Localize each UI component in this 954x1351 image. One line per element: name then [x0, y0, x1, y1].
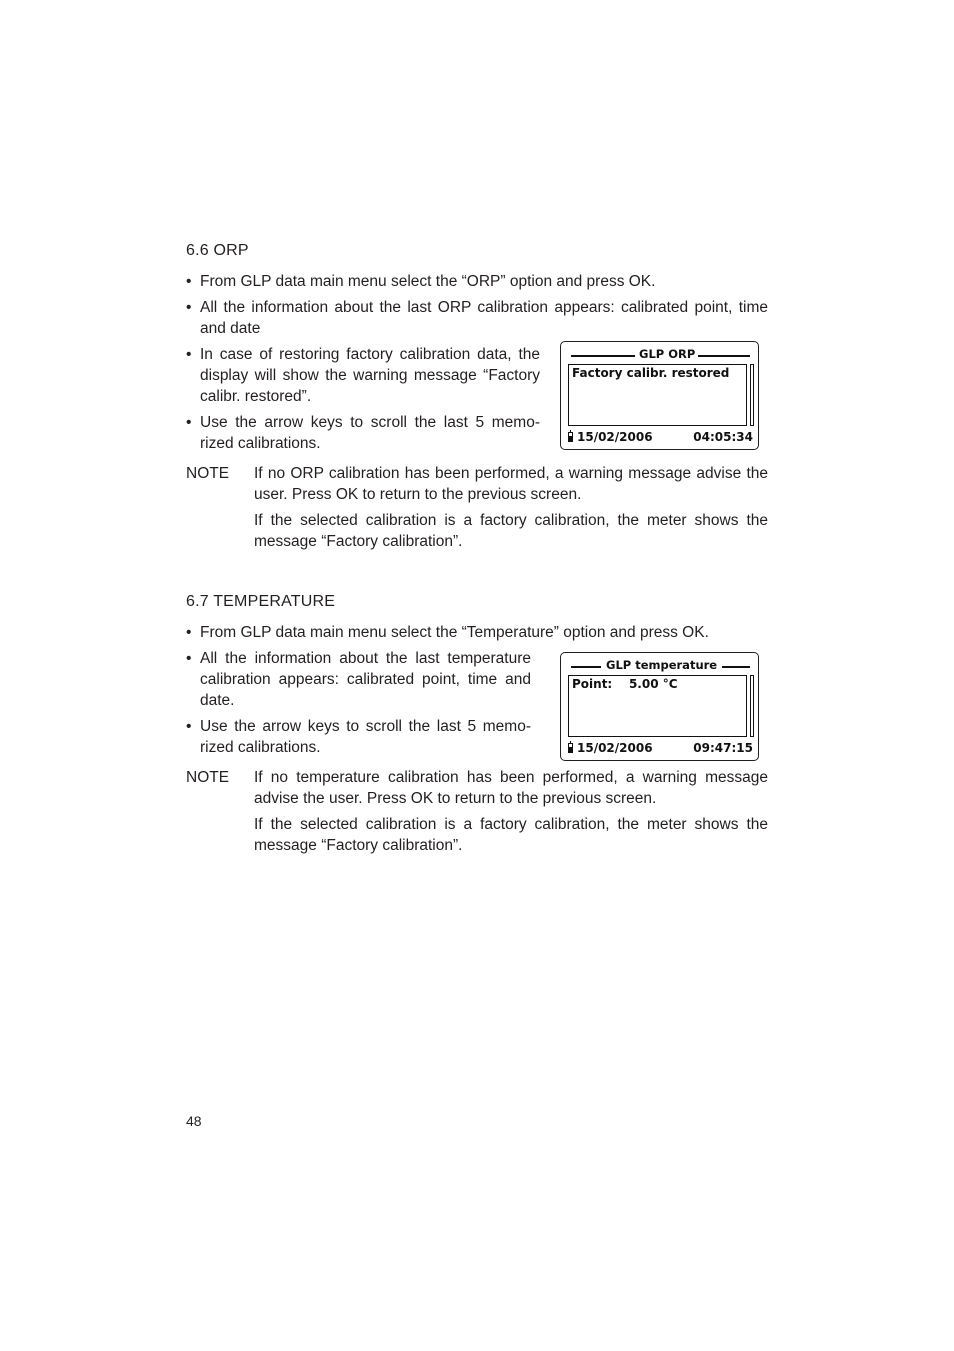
bullet-item — [186, 648, 531, 711]
bullet-dot: • — [186, 718, 192, 735]
battery-icon — [568, 743, 573, 753]
lcd-content-box — [568, 364, 747, 426]
bullet-item — [186, 297, 768, 339]
note-label: NOTE — [186, 465, 230, 482]
note-text: If no temperature calibration has been performed, a warning message advise the user. Press OK to return to the previous screen. — [254, 769, 768, 807]
bullet-dot: • — [186, 299, 192, 316]
note-text: If no ORP calibration has been performed, a warning message advise the user. Press OK to return to the previous screen. — [254, 465, 768, 503]
lcd-scrollbar — [750, 364, 754, 426]
lcd-date: 15/02/2006 — [577, 430, 653, 444]
note-text: If the selected calibration is a factory calibration, the meter shows the message “Factory calibration”. — [254, 816, 768, 854]
lcd-content-box — [568, 675, 747, 737]
lcd-title-bar — [569, 659, 750, 673]
bullet-dot: • — [186, 346, 192, 363]
lcd-scrollbar — [750, 675, 754, 737]
bullet-text: In case of restoring factory calibration data, the display will show the warning message “Factory calibr. restored”. — [200, 346, 540, 405]
battery-icon — [568, 432, 573, 442]
bullet-text: Use the arrow keys to scroll the last 5 memo-rized calibrations. — [200, 718, 531, 756]
note-label: NOTE — [186, 769, 230, 786]
lcd-date: 15/02/2006 — [577, 741, 653, 755]
note-text: If the selected calibration is a factory calibration, the meter shows the message “Factory calibration”. — [254, 512, 768, 550]
bullet-dot: • — [186, 414, 192, 431]
section-heading-temperature: 6.7 TEMPERATURE — [186, 593, 336, 610]
bullet-dot: • — [186, 624, 192, 641]
lcd-time: 09:47:15 — [693, 741, 753, 755]
lcd-title: GLP ORP — [636, 347, 698, 361]
lcd-screen-temperature — [560, 652, 759, 761]
bullet-item — [186, 622, 768, 643]
bullet-item — [186, 412, 540, 454]
lcd-screen-orp — [560, 341, 759, 450]
bullet-text: All the information about the last temperature calibration appears: calibrated point, time and date. — [200, 650, 531, 709]
bullet-text: All the information about the last ORP calibration appears: calibrated point, time and date — [200, 299, 768, 337]
page-number: 48 — [186, 1113, 202, 1129]
bullet-item — [186, 344, 540, 407]
lcd-time: 04:05:34 — [693, 430, 753, 444]
lcd-title-bar — [569, 348, 750, 362]
section-heading-orp: 6.6 ORP — [186, 242, 249, 259]
lcd-status-bar — [568, 430, 753, 446]
bullet-text: From GLP data main menu select the “ORP” option and press OK. — [200, 273, 656, 290]
lcd-status-bar — [568, 741, 753, 757]
bullet-dot: • — [186, 273, 192, 290]
lcd-message: Point: 5.00 °C — [572, 677, 678, 691]
bullet-text: From GLP data main menu select the “Temperature” option and press OK. — [200, 624, 709, 641]
lcd-message: Factory calibr. restored — [572, 366, 730, 380]
bullet-item — [186, 271, 768, 292]
lcd-title: GLP temperature — [603, 658, 720, 672]
bullet-text: Use the arrow keys to scroll the last 5 memo-rized calibrations. — [200, 414, 540, 452]
bullet-item — [186, 716, 531, 758]
bullet-dot: • — [186, 650, 192, 667]
